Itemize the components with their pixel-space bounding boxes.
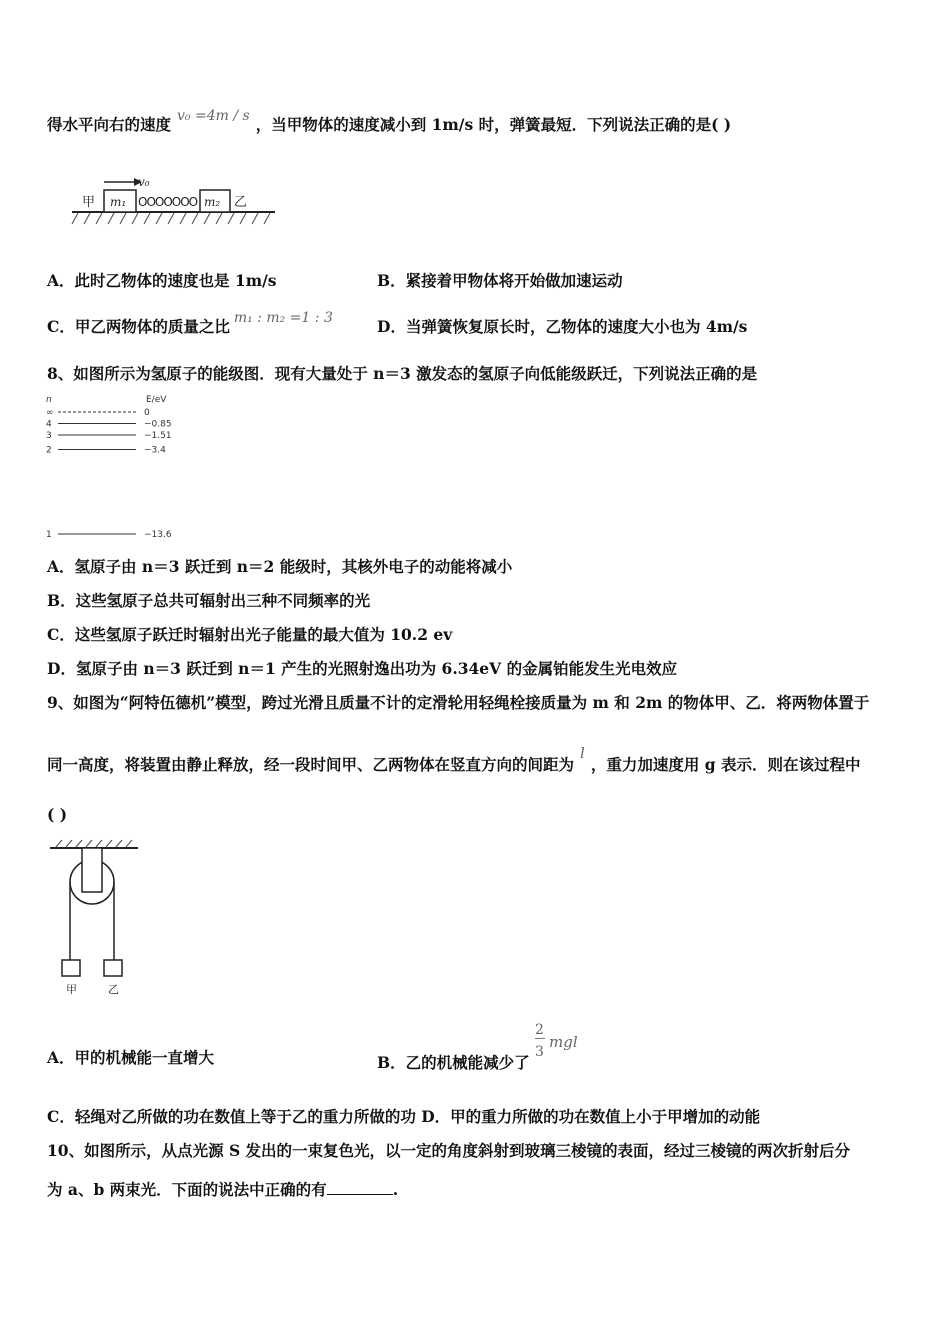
q9-stem-line3: ( ) <box>47 805 68 824</box>
q8-energy-level-diagram <box>44 392 204 542</box>
q7-mass-ratio-formula: m₁ : m₂ =1 : 3 <box>233 310 333 326</box>
q9-atwood-machine-figure <box>46 838 146 998</box>
q7-mass2-label: m₂ <box>204 195 221 209</box>
q7-velocity-formula: v₀ =4m / s <box>177 108 250 124</box>
q8-level-n: 3 <box>46 431 52 441</box>
q8-option-c: C．这些氢原子跃迁时辐射出光子能量的最大值为 10.2 ev <box>47 625 453 644</box>
q9-distance-symbol: l <box>580 744 585 762</box>
q9-label-jia: 甲 <box>66 983 77 996</box>
q7-spring: OOOOOOO <box>138 195 198 209</box>
q8-level-energy: −1.51 <box>144 431 172 441</box>
q7-velocity-arrow <box>104 178 142 186</box>
q9-stem-line2-prefix: 同一高度，将装置由静止释放，经一段时间甲、乙两物体在竖直方向的间距为 <box>47 755 575 774</box>
q8-stem: 8、如图所示为氢原子的能级图．现有大量处于 n＝3 激发态的氢原子向低能级跃迁，下列说法正确的是 <box>47 364 758 383</box>
q8-level-energy: −3.4 <box>144 445 166 456</box>
q9-block-yi <box>104 960 122 976</box>
q7-stem-prefix: 得水平向右的速度 <box>47 115 172 134</box>
q7-label-jia: 甲 <box>82 195 96 210</box>
q8-levels <box>46 408 172 540</box>
q9-option-a: A．甲的机械能一直增大 <box>47 1048 215 1067</box>
q9-block-jia <box>62 960 80 976</box>
q9-label-yi: 乙 <box>108 983 119 996</box>
q9-option-b <box>377 1022 593 1073</box>
q8-level-energy: 0 <box>144 408 150 418</box>
q9-option-cd: C．轻绳对乙所做的功在数值上等于乙的重力所做的功 D．甲的重力所做的功在数值上小于甲增加的动能 <box>47 1107 761 1126</box>
q7-stem-suffix: ，当甲物体的速度减小到 1m/s 时，弹簧最短．下列说法正确的是( ) <box>255 115 732 134</box>
q10-answer-blank <box>327 1180 393 1195</box>
q8-level-n: 2 <box>46 445 52 456</box>
q8-level-energy: −13.6 <box>144 530 172 540</box>
q8-option-a: A．氢原子由 n＝3 跃迁到 n＝2 能级时，其核外电子的动能将减小 <box>47 557 513 576</box>
q9-fraction-denominator: 3 <box>535 1044 544 1060</box>
q7-option-d: D．当弹簧恢复原长时，乙物体的速度大小也为 4m/s <box>377 317 748 336</box>
q8-option-b: B．这些氢原子总共可辐射出三种不同频率的光 <box>47 591 371 610</box>
q9-option-b-text: B．乙的机械能减少了 <box>377 1053 530 1072</box>
q9-stem-line2-suffix: ，重力加速度用 g 表示．则在该过程中 <box>590 755 861 774</box>
q10-stem-line2-text: 为 a、b 两束光．下面的说法中正确的有 <box>47 1180 327 1199</box>
q8-level-n: ∞ <box>46 408 54 418</box>
q8-option-d: D．氢原子由 n＝3 跃迁到 n＝1 产生的光照射逸出功为 6.34eV 的金属铂能发生光电效应 <box>47 659 678 678</box>
q7-option-b: B．紧接着甲物体将开始做加速运动 <box>377 271 623 290</box>
q7-option-c-text: C．甲乙两物体的质量之比 <box>47 317 230 336</box>
q7-option-a: A．此时乙物体的速度也是 1m/s <box>47 271 277 290</box>
q8-level-energy: −0.85 <box>144 419 172 430</box>
q7-velocity-label: v₀ <box>138 175 150 189</box>
q7-ground <box>72 212 275 224</box>
q7-stem <box>47 108 732 136</box>
q9-mgl: mgl <box>549 1033 578 1051</box>
q8-n-header: n <box>46 395 52 405</box>
q7-mass1-label: m₁ <box>110 195 127 209</box>
q9-option-b-formula <box>535 1022 593 1068</box>
q10-stem-line1: 10、如图所示，从点光源 S 发出的一束复色光，以一定的角度斜射到玻璃三棱镜的表面，经过三棱镜的两次折射后分 <box>47 1141 851 1160</box>
q7-spring-figure <box>70 172 280 230</box>
q9-ceiling <box>50 840 138 848</box>
q8-level-n: 4 <box>46 419 52 430</box>
q10-stem-line2-end: . <box>392 1180 399 1199</box>
q7-label-yi: 乙 <box>234 195 248 210</box>
q8-e-header: E/eV <box>146 395 167 405</box>
q9-pulley-mount <box>82 848 102 892</box>
q7-option-c <box>47 310 333 338</box>
q10-stem-line2 <box>47 1180 398 1200</box>
q9-stem-line2 <box>47 744 861 775</box>
q8-level-n: 1 <box>46 530 52 540</box>
q9-stem-line1: 9、如图为“阿特伍德机”模型，跨过光滑且质量不计的定滑轮用轻绳栓接质量为 m 和 2m 的物体甲、乙．将两物体置于 <box>47 693 870 712</box>
q9-fraction-numerator: 2 <box>535 1022 544 1038</box>
q9-fraction-bar <box>535 1038 545 1039</box>
